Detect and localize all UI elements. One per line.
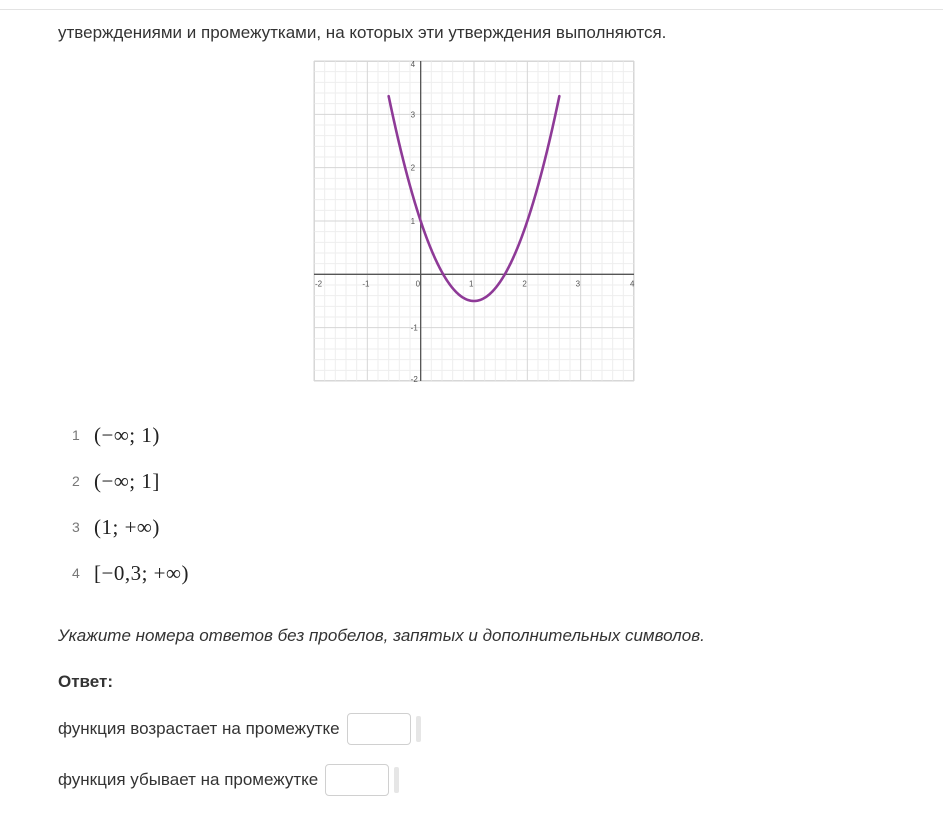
option-3 [72, 513, 160, 541]
option-number: 2 [72, 473, 80, 489]
answer-increasing-input[interactable] [347, 713, 411, 745]
answer-decreasing-row [58, 763, 399, 797]
input-resize-handle [416, 716, 421, 742]
x-tick-label: -1 [362, 279, 370, 289]
x-tick-label: -2 [315, 279, 323, 289]
top-divider [0, 9, 943, 10]
option-number: 4 [72, 565, 80, 581]
answer-decreasing-input[interactable] [325, 764, 389, 796]
answer-hint: Укажите номера ответов без пробелов, запятых и дополнительных символов. [58, 626, 705, 645]
task-intro-text: утверждениями и промежутками, на которых эти утверждения выполняются. [58, 23, 667, 42]
option-2 [72, 467, 160, 495]
y-tick-label: -2 [410, 375, 418, 384]
y-tick-label: 3 [410, 110, 416, 120]
y-tick-label: -1 [410, 323, 418, 333]
x-tick-label: 3 [575, 279, 581, 289]
option-interval: (−∞; 1) [94, 422, 160, 447]
y-tick-label: 4 [410, 60, 416, 69]
answer-increasing-row [58, 712, 421, 746]
x-tick-label: 4 [630, 279, 635, 289]
x-tick-label: 1 [469, 279, 474, 289]
option-number: 1 [72, 427, 80, 443]
option-number: 3 [72, 519, 80, 535]
answer-decreasing-label: функция убывает на промежутке [58, 770, 319, 789]
x-tick-label: 2 [522, 279, 527, 289]
option-interval: [−0,3; +∞) [94, 560, 189, 585]
input-resize-handle [394, 767, 399, 793]
x-tick-label: 0 [415, 279, 421, 289]
option-1 [72, 421, 160, 449]
option-interval: (1; +∞) [94, 514, 160, 539]
answer-heading: Ответ: [58, 672, 113, 691]
function-graph [314, 60, 635, 384]
answer-increasing-label: функция возрастает на промежутке [58, 719, 340, 738]
option-interval: (−∞; 1] [94, 468, 160, 493]
y-tick-label: 1 [410, 217, 416, 226]
option-4 [72, 559, 189, 587]
y-tick-label: 2 [410, 163, 416, 173]
graph-svg [314, 60, 635, 384]
